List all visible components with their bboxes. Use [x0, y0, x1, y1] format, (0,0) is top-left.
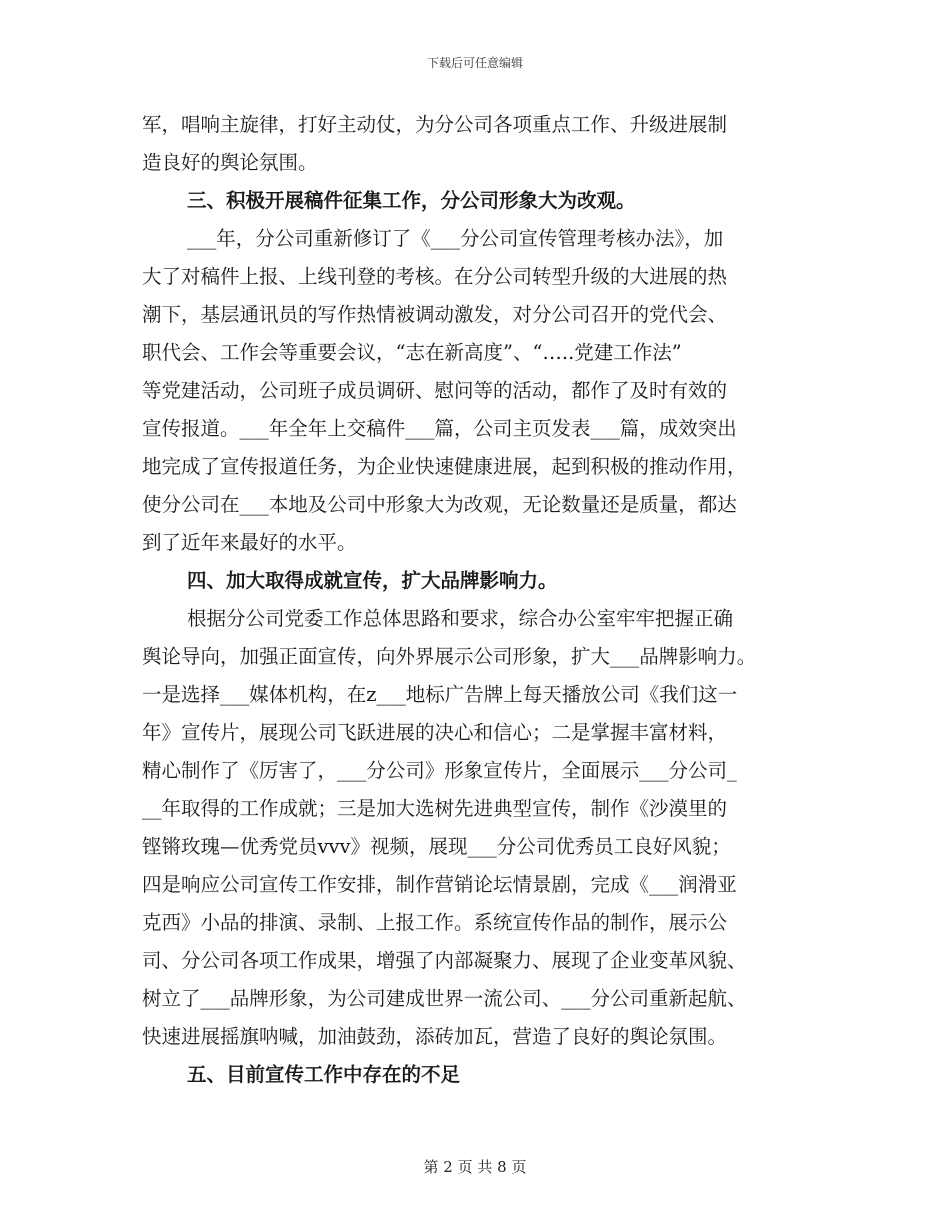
paragraph-line: 宣传报道。___年全年上交稿件___篇，公司主页发表___篇，成效突出 — [142, 417, 737, 440]
paragraph-line: 舆论导向，加强正面宣传，向外界展示公司形象，扩大___品牌影响力。 — [142, 645, 757, 668]
page-footer: 第 2 页 共 8 页 — [423, 1158, 527, 1176]
paragraph-line: 等党建活动，公司班子成员调研、慰问等的活动，都作了及时有效的 — [142, 379, 728, 402]
paragraph-line: 大了对稿件上报、上线刊登的考核。在分公司转型升级的大进展的热 — [142, 265, 728, 288]
paragraph-line: 精心制作了《厉害了，___分公司》形象宣传片，全面展示___分公司_ — [142, 759, 737, 782]
paragraph-line: 到了近年来最好的水平。 — [142, 531, 357, 554]
paragraph-line: 地完成了宣传报道任务，为企业快速健康进展，起到积极的推动作用， — [142, 455, 747, 478]
paragraph-line: 年》宣传片，展现公司飞跃进展的决心和信心；二是掌握丰富材料， — [142, 721, 728, 744]
paragraph-line: 司、分公司各项工作成果，增强了内部凝聚力、展现了企业变革风貌、 — [142, 949, 747, 972]
page-header: 下载后可任意编辑 — [426, 56, 523, 70]
paragraph-line: 潮下，基层通讯员的写作热情被调动激发，对分公司召开的党代会、 — [142, 303, 728, 326]
paragraph-line: ___年，分公司重新修订了《___分公司宣传管理考核办法》，加 — [187, 227, 724, 250]
paragraph-line: 使分公司在___本地及公司中形象大为改观，无论数量还是质量，都达 — [142, 493, 737, 516]
section-heading: 四、加大取得成就宣传，扩大品牌影响力。 — [187, 569, 558, 592]
paragraph-line: 造良好的舆论氛围。 — [142, 151, 318, 174]
section-heading: 三、积极开展稿件征集工作，分公司形象大为改观。 — [187, 189, 636, 212]
paragraph-line: 根据分公司党委工作总体思路和要求，综合办公室牢牢把握正确 — [187, 607, 734, 630]
paragraph-line: 克西》小品的排演、录制、上报工作。系统宣传作品的制作，展示公 — [142, 911, 728, 934]
paragraph-line: 军，唱响主旋律，打好主动仗，为分公司各项重点工作、升级进展制 — [142, 113, 728, 136]
paragraph-line: 职代会、工作会等重要会议，“志在新高度”、“…..党建工作法” — [142, 341, 682, 364]
section-heading: 五、目前宣传工作中存在的不足 — [187, 1063, 461, 1086]
paragraph-line: 铿锵玫瑰—优秀党员vvv》视频，展现___分公司优秀员工良好风貌； — [142, 835, 731, 858]
paragraph-line: 四是响应公司宣传工作安排，制作营销论坛情景剧，完成《___润滑亚 — [142, 873, 737, 896]
paragraph-line: 一是选择___媒体机构，在z___地标广告牌上每天播放公司《我们这一 — [142, 683, 738, 706]
paragraph-line: 树立了___品牌形象，为公司建成世界一流公司、___分公司重新起航、 — [142, 987, 747, 1010]
paragraph-line: 快速进展摇旗呐喊，加油鼓劲，添砖加瓦，营造了良好的舆论氛围。 — [142, 1025, 728, 1048]
paragraph-line: __年取得的工作成就；三是加大选树先进典型宣传，制作《沙漠里的 — [142, 797, 728, 820]
